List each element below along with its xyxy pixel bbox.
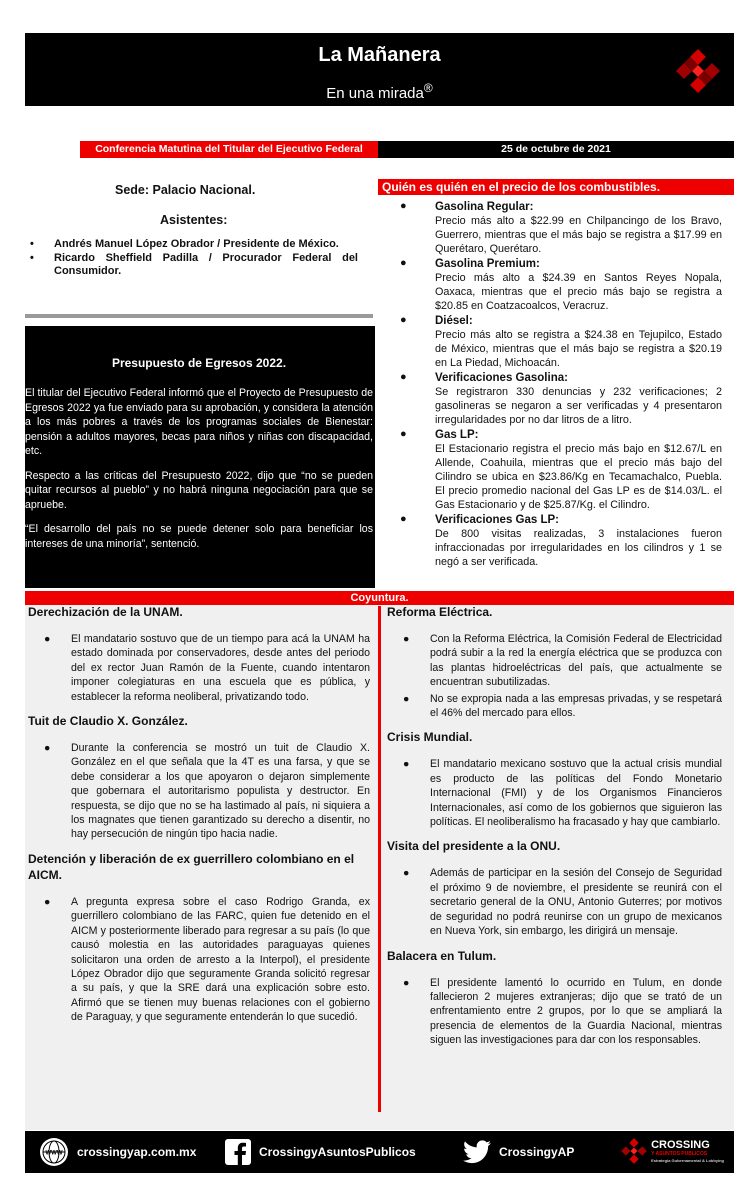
fuel-item	[400, 428, 722, 512]
section-bullet: ● Además de participar en la sesión del Consejo de Seguridad el próximo 9 de noviembre, el presidente se reunirá con el secretario general de la ONU, Antonio Guterres; por motivos de seguridad no podrá reunirse con un grupo de mexicanos en Nueva York, sin embargo, les dirigirá un mensaje.	[403, 867, 722, 938]
facebook-link[interactable]	[225, 1131, 416, 1173]
bullet-icon: ●	[403, 867, 410, 880]
conference-bar: Conferencia Matutina del Titular del Ejecutivo Federal	[80, 141, 378, 158]
bullet-icon: ●	[403, 976, 410, 989]
section-heading: Reforma Eléctrica.	[387, 605, 493, 619]
budget-paragraph: Respecto a las críticas del Presupuesto 2022, dijo que “no se pueden quitar recursos al pueblo” y no habrá ninguna negociación para que se apruebe.	[25, 469, 373, 511]
brand-logo	[620, 1137, 724, 1165]
section-bullet: ● El presidente lamentó lo ocurrido en Tulum, en donde fallecieron 2 mujeres extranjeras; dijo que se trató de un enfrentamiento entre 2 grupos, por lo que se ampliará la presencia de elementos de la Guardia Nacional, mientras siguen las investigaciones para dar con los responsables.	[403, 976, 722, 1047]
svg-text:WWW: WWW	[45, 1150, 63, 1157]
bullet-icon: ●	[44, 633, 51, 645]
bullet-icon: ●	[400, 428, 407, 440]
section-bullet: ● A pregunta expresa sobre el caso Rodrigo Granda, ex guerrillero colombiano de las FARC, quien fue detenido en el AICM y posteriormente liberado para regresar a su país (lo que causó molestia en las autoridades paraguayas quienes solicitaron una orden de arresto a la Interpol), el presidente López Obrador dijo que seguramente Granda solicitó regresar a su país, y que la SRE dará una explicación sobre esto. Afirmó que se tienen muy buenas relaciones con el gobierno de Paraguay, y que seguramente entenderán lo que sucedió.	[44, 895, 370, 1024]
budget-paragraph: El titular del Ejecutivo Federal informó que el Proyecto de Presupuesto de Egresos 2022 ya fue enviado para su aprobación, y considera la atención a los más pobres a través de los programas sociales de Bienestar: pensión a adultos mayores, becas para niños y niñas con discapacidad, etc.	[25, 387, 373, 457]
venue-label: Sede: Palacio Nacional.	[115, 183, 256, 197]
date-bar: 25 de octubre de 2021	[378, 141, 734, 158]
page-subtitle: En una mirada®	[326, 81, 433, 102]
fuel-item-name: Gasolina Regular:	[435, 201, 534, 213]
column-divider	[378, 606, 381, 1112]
bullet-icon: ●	[44, 742, 51, 755]
bullet-icon: ●	[400, 257, 407, 269]
fuel-item-desc: El Estacionario registra el precio más bajo en $12.67/L en Allende, Coahuila, mientras que el precio más bajo del Cilindro se ubica en $23.86/Kg en Tecamachalco, Puebla. El precio promedio nacional del Gas LP es de $14.03/L. el Gas Estacionario y de $25.87/Kg. el Cilindro.	[435, 443, 722, 511]
bullet-icon: ●	[400, 314, 407, 326]
page-title: La Mañanera	[318, 44, 441, 66]
news-section	[387, 604, 722, 720]
bullet-icon: ●	[400, 371, 407, 383]
attendee-list	[30, 238, 358, 279]
budget-panel	[25, 326, 375, 588]
bullet-icon: ●	[44, 895, 51, 908]
fuel-item-name: Verificaciones Gasolina:	[435, 372, 568, 384]
coyuntura-title: Coyuntura.	[25, 591, 734, 605]
attendees-label: Asistentes:	[160, 213, 228, 227]
website-link[interactable]	[39, 1131, 196, 1173]
attendee-item: • Ricardo Sheffield Padilla / Procurador Federal del Consumidor.	[30, 252, 358, 278]
news-section	[387, 838, 722, 938]
fuel-list	[400, 200, 722, 570]
section-bullet: ● Durante la conferencia se mostró un tuit de Claudio X. González en el que señala que la 4T es una farsa, y que se debe considerar a los que apoyaron o dejaron simplemente que gobernara el autoritarismo populista y destructor. En respuesta, se dijo que no se ha lastimado al país, ni siquiera a los magnates que tienen garantizado su derecho a disentir, no hay persecución de ningún tipo hacia nadie.	[44, 742, 370, 841]
twitter-icon	[463, 1140, 491, 1164]
facebook-icon	[225, 1139, 251, 1165]
fuel-item-desc: Precio más alto se registra a $24.38 en Tejupilco, Estado de México, mientras que el más bajo se registra a $20.19 en La Piedad, Michoacán.	[435, 329, 722, 369]
fuel-item-name: Gasolina Premium:	[435, 258, 540, 270]
globe-icon	[39, 1137, 69, 1167]
registered-mark: ®	[423, 81, 433, 95]
bullet-icon: ●	[403, 758, 410, 771]
section-bullet: ● Con la Reforma Eléctrica, la Comisión Federal de Electricidad podrá subir a la red la energía eléctrica que se produzca con las plantas hidroeléctricas del país, que actualmente se encuentran subutilizadas.	[403, 633, 722, 689]
bullet-icon: ●	[400, 200, 407, 212]
fuel-section-title: Quién es quién en el precio de los combustibles.	[378, 179, 734, 195]
budget-title: Presupuesto de Egresos 2022.	[111, 356, 287, 370]
fuel-item	[400, 513, 722, 569]
coyuntura-right-column	[387, 604, 722, 1057]
section-heading: Balacera en Tulum.	[387, 948, 497, 963]
fuel-item-desc: Precio más alto a $24.39 en Santos Reyes Nopala, Oaxaca, mientras que el precio más bajo se registra a $20.85 en Coatzacoalcos, Veracruz.	[435, 272, 722, 312]
fuel-item	[400, 257, 722, 313]
section-heading: Derechización de la UNAM.	[28, 605, 183, 619]
fuel-item-name: Diésel:	[435, 315, 473, 327]
brand-subtitle: Y ASUNTOS PUBLICOS	[651, 1150, 708, 1157]
header-banner	[25, 33, 734, 106]
section-heading: Crisis Mundial.	[387, 730, 473, 745]
footer-bar	[25, 1131, 734, 1173]
budget-paragraph: “El desarrollo del país no se puede detener solo para beneficiar los intereses de una minoría”, sentenció.	[25, 523, 373, 550]
section-bullet: ● El mandatario mexicano sostuvo que la actual crisis mundial es producto de las políticas del Fondo Monetario Internacional (FMI) y de los Organismos Financieros Internacionales, así como de los gobiernos que siguieron las políticas. El neoliberalismo ha fracasado y hay que cambiarlo.	[403, 758, 722, 829]
coyuntura-left-column	[28, 604, 370, 1034]
brand-tagline: Estrategia Gubernamental & Lobbying	[651, 1157, 724, 1163]
section-heading: Visita del presidente a la ONU.	[387, 839, 561, 854]
bullet-icon: ●	[400, 513, 407, 525]
section-bullet: ● El mandatario sostuvo que de un tiempo para acá la UNAM ha estado dominada por conservadores, desde antes del periodo del ex rector Juan Ramón de la Fuente, cuando intentaron imponer colegiaturas en una escuela que es pública, y establecer la reforma neoliberal, privatizando todo.	[44, 633, 370, 703]
brand-name: CROSSING	[651, 1138, 710, 1151]
bullet-icon: ●	[403, 633, 410, 645]
news-section	[28, 713, 370, 842]
news-section	[387, 729, 722, 829]
attendee-item: • Andrés Manuel López Obrador / Presidente de México.	[30, 238, 358, 251]
website-label: crossingyap.com.mx	[77, 1145, 197, 1159]
news-section	[28, 851, 370, 1025]
fuel-item	[400, 314, 722, 370]
crossing-logo-icon	[674, 47, 722, 95]
section-heading: Detención y liberación de ex guerrillero colombiano en el AICM.	[28, 851, 355, 882]
fuel-item-name: Verificaciones Gas LP:	[435, 514, 560, 526]
news-section	[28, 604, 370, 704]
news-section	[387, 948, 722, 1048]
section-heading: Tuit de Claudio X. González.	[28, 714, 188, 729]
facebook-label: CrossingyAsuntosPublicos	[259, 1145, 416, 1159]
fuel-item	[400, 200, 722, 256]
divider-line	[25, 314, 373, 318]
fuel-item	[400, 371, 722, 427]
fuel-item-name: Gas LP:	[435, 429, 479, 441]
twitter-link[interactable]	[463, 1131, 574, 1173]
fuel-item-desc: De 800 visitas realizadas, 3 instalaciones fueron infraccionadas por irregularidades en los cilindros y 1 se negó a ser verificada.	[435, 528, 722, 568]
fuel-item-desc: Se registraron 330 denuncias y 232 verificaciones; 2 gasolineras se negaron a ser verificadas y 4 presentaron irregularidades por no dar litros de a litro.	[435, 386, 722, 426]
fuel-item-desc: Precio más alto a $22.99 en Chilpancingo de los Bravo, Guerrero, mientras que el más bajo se registra a $17.99 en Querétaro, Querétaro.	[435, 215, 722, 255]
section-bullet: ● No se expropia nada a las empresas privadas, y se respetará el 46% del mercado para ellos.	[403, 692, 722, 720]
twitter-label: CrossingyAP	[499, 1145, 575, 1159]
crossing-logo-icon	[620, 1137, 648, 1165]
bullet-icon: ●	[403, 692, 410, 705]
